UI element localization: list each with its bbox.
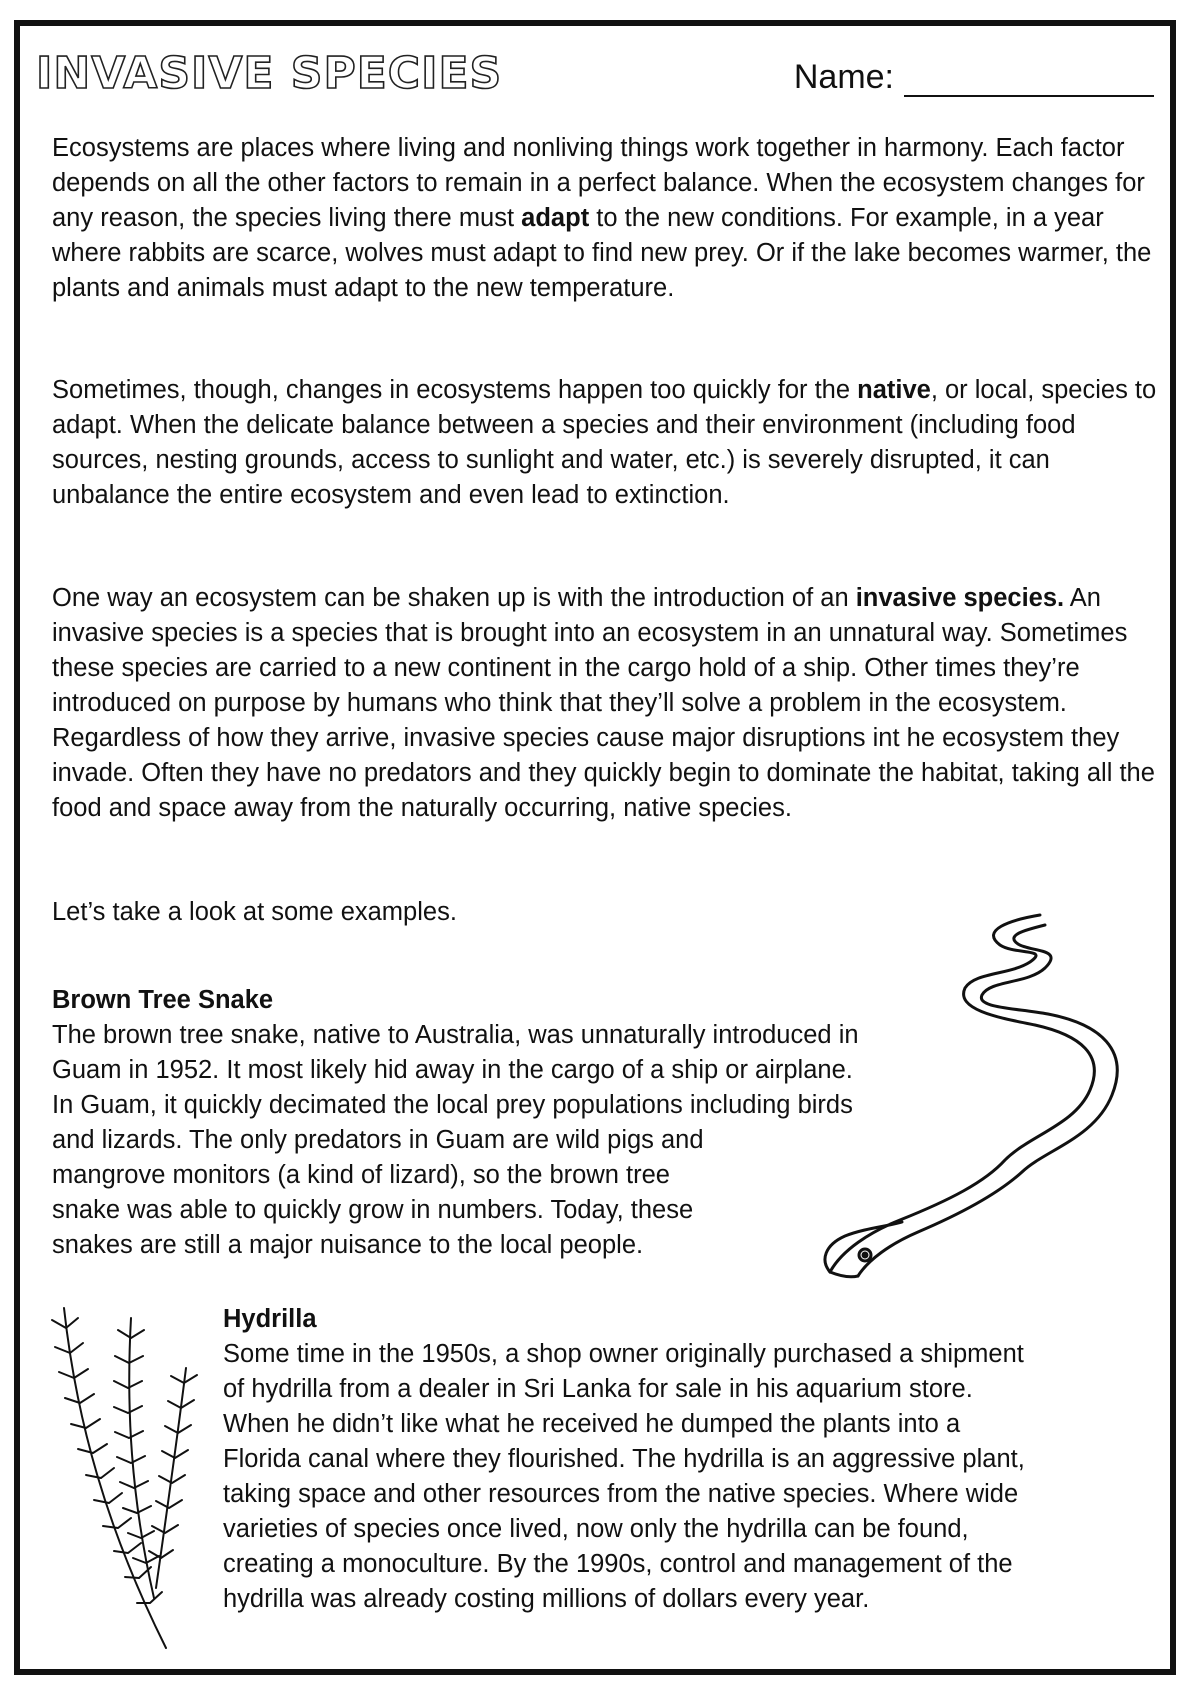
intro-paragraph-4: Let’s take a look at some examples. xyxy=(52,898,457,926)
intro-paragraph-2 xyxy=(52,373,1162,513)
snake-line-3: In Guam, it quickly decimated the local prey populations including birds xyxy=(52,1091,853,1119)
hydrilla-line-3: When he didn’t like what he received he dumped the plants into a xyxy=(223,1410,961,1438)
snake-line-1: The brown tree snake, native to Australia, was unnaturally introduced in xyxy=(52,1021,859,1049)
hydrilla-line-4: Florida canal where they flourished. The hydrilla is an aggressive plant, xyxy=(223,1445,1025,1473)
snake-line-2: Guam in 1952. It most likely hid away in the cargo of a ship or airplane. xyxy=(52,1056,853,1084)
hydrilla-line-2: of hydrilla from a dealer in Sri Lanka for sale in his aquarium store. xyxy=(223,1375,973,1403)
hydrilla-line-5: taking space and other resources from the native species. Where wide xyxy=(223,1480,1019,1508)
brown-tree-snake-section xyxy=(52,983,1002,1263)
name-label: Name: xyxy=(793,58,894,96)
section-heading-hydrilla: Hydrilla xyxy=(223,1305,317,1333)
name-blank-line[interactable] xyxy=(904,61,1154,97)
worksheet-title: INVASIVE SPECIES xyxy=(36,48,503,99)
hydrilla-line-6: varieties of species once lived, now only the hydrilla can be found, xyxy=(223,1515,969,1543)
hydrilla-line-7: creating a monoculture. By the 1990s, control and management of the xyxy=(223,1550,1013,1578)
snake-line-5: mangrove monitors (a kind of lizard), so the brown tree xyxy=(52,1161,670,1189)
term-invasive-species: invasive species. xyxy=(855,584,1065,612)
intro-paragraph-1 xyxy=(52,131,1162,306)
p2-text-b: , or local, species to adapt. When the delicate balance between a species and their environment (including food sources, nesting grounds, access to sunlight and water, etc.) is severely disrupted, it can unbalance the entire ecosystem and even lead to extinction. xyxy=(52,376,1157,509)
intro-paragraph-3 xyxy=(52,581,1162,826)
name-field xyxy=(794,58,1154,97)
term-native: native xyxy=(857,376,931,404)
p3-text-b: An invasive species is a species that is brought into an ecosystem in an unnatural way. Sometimes these species are carried to a new continent in the cargo hold of a ship. Other times they’re introduced on purpose by humans who think that they’ll solve a problem in the ecosystem. Regardless of how they arrive, invasive species cause major disruptions int he ecosystem they invade. Often they have no predators and they quickly begin to dominate the habitat, taking all the food and space away from the naturally occurring, native species. xyxy=(52,584,1155,822)
p2-text-a: Sometimes, though, changes in ecosystems happen too quickly for the xyxy=(52,376,858,404)
p1-text-a: Ecosystems are places where living and nonliving things work together in harmony. Each factor depends on all the other factors to remain in a perfect balance. When the ecosystem changes for any reason, the species living there must xyxy=(52,134,1145,232)
p3-text-a: One way an ecosystem can be shaken up is with the introduction of an xyxy=(52,584,856,612)
hydrilla-plant-icon xyxy=(36,1298,221,1656)
snake-line-7: snakes are still a major nuisance to the local people. xyxy=(52,1231,644,1259)
hydrilla-line-1: Some time in the 1950s, a shop owner originally purchased a shipment xyxy=(223,1340,1024,1368)
section-heading-brown-tree-snake: Brown Tree Snake xyxy=(52,986,274,1014)
hydrilla-section xyxy=(223,1302,1153,1617)
snake-line-4: and lizards. The only predators in Guam are wild pigs and xyxy=(52,1126,704,1154)
term-adapt: adapt xyxy=(521,204,590,232)
snake-line-6: snake was able to quickly grow in numbers. Today, these xyxy=(52,1196,694,1224)
hydrilla-line-8: hydrilla was already costing millions of dollars every year. xyxy=(223,1585,870,1613)
p1-text-b: to the new conditions. For example, in a year where rabbits are scarce, wolves must adapt to find new prey. Or if the lake becomes warmer, the plants and animals must adapt to the new temperature. xyxy=(52,204,1152,302)
